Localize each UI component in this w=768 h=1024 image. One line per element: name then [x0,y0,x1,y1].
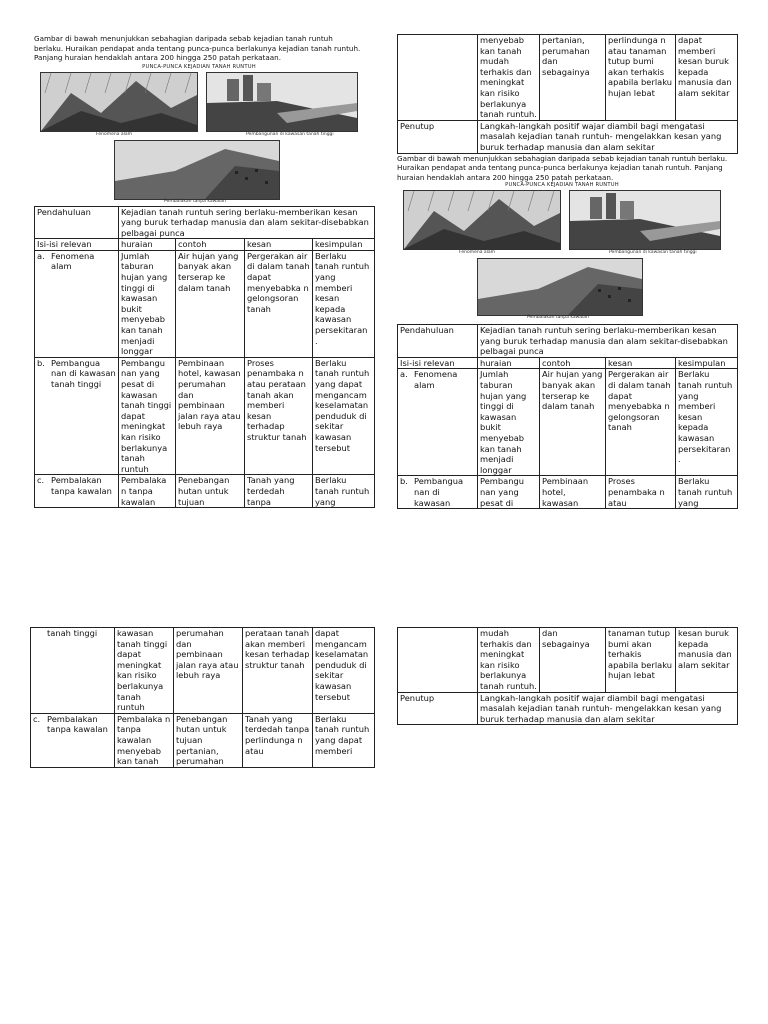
row-letter: b. [400,476,408,487]
figure-title: PUNCA-PUNCA KEJADIAN TANAH RUNTUH [142,63,256,70]
header-contoh: contoh [540,357,606,369]
contoh-cell: Air hujan yang banyak akan terserap ke dalam tanah [176,250,245,357]
huraian-cell: kawasan tanah tinggi dapat meningkat kan risiko berlakunya tanah runtuh [115,628,174,714]
huraian-cell: mudah terhakis dan meningkat kan risiko berlakunya tanah runtuh. [478,628,540,693]
label-penutup: Penutup [398,120,478,153]
kesimpulan-cell: Berlaku tanah runtuh yang [313,475,375,508]
highland-development-image [206,72,358,132]
header-contoh: contoh [176,239,245,251]
header-kesan: kesan [245,239,313,251]
row-penutup [398,120,738,153]
contoh-cell: pertanian, perumahan dan sebagainya [540,35,606,121]
intro-text: Gambar di bawah menunjukkan sebahagian daripada sebab kejadian tanah runtuh berlaku. Huraikan pendapat anda tentang punca-punca berlakunya kejadian tanah runtuh. Panjang huraian hendaklah antara 200 hingga 250 patah perkataan. [397,153,728,182]
table-row [398,476,738,509]
label-pendahuluan: Pendahuluan [398,325,478,358]
isi-cell: Fenomena alam [51,250,95,272]
row-penutup [398,692,738,725]
caption-pembangunan: Pembangunan di kawasan tanah tinggi [609,250,697,256]
essay-outline-table-continued [397,627,738,725]
kesimpulan-cell: Berlaku tanah runtuh yang [676,476,738,509]
kesimpulan-cell: dapat mengancam keselamatan penduduk di sekitar kawasan tersebut [313,628,375,714]
caption-pembangunan: Pembangunan di kawasan tanah tinggi [246,131,334,137]
worksheet-panel-1 [34,34,374,508]
table-row [35,250,375,357]
kesan-cell: tanaman tutup bumi akan terhakis apabila berlaku hujan lebat [606,628,676,693]
kesimpulan-cell: Berlaku tanah runtuh yang dapat memberi [313,713,375,767]
kesan-cell: perataan tanah akan memberi kesan terhadap struktur tanah [243,628,313,714]
kesimpulan-cell: kesan buruk kepada manusia dan alam sekitar [676,628,738,693]
essay-outline-table [397,324,738,509]
huraian-cell: Jumlah taburan hujan yang tinggi di kawasan bukit menyebab kan tanah menjadi longgar [119,250,176,357]
row-letter: c. [33,713,41,724]
huraian-cell: Pembangu nan yang pesat di [478,476,540,509]
row-header [35,239,375,251]
row-pendahuluan [398,325,738,358]
table-row [35,475,375,508]
huraian-cell: Pembangu nan yang pesat di kawasan tanah tinggi dapat meningkat kan risiko berlakunya tanah runtuh [119,357,176,475]
figure [34,64,374,206]
huraian-cell: Pembalaka n tanpa kawalan menyebab kan tanah [115,713,174,767]
header-isi: Isi-isi relevan [398,357,478,369]
rain-hillside-image [403,190,561,250]
label-pendahuluan: Pendahuluan [35,206,119,239]
isi-cell: Pembangua nan di kawasan [414,476,464,508]
header-kesimpulan: kesimpulan [313,239,375,251]
label-penutup: Penutup [398,692,478,725]
isi-cell [398,628,478,693]
huraian-cell: menyebab kan tanah mudah terhakis dan meningkat kan risiko berlakunya tanah runtuh. [478,35,540,121]
huraian-cell: Pembalaka n tanpa kawalan [119,475,176,508]
isi-cell: Pembalakan tanpa kawalan [47,713,108,735]
caption-pembalakan: Pembalakan tanpa kawalan [527,315,589,321]
isi-cell [398,35,478,121]
contoh-cell: Pembinaan hotel, kawasan perumahan dan pembinaan jalan raya atau lebuh raya [176,357,245,475]
worksheet-panel-3 [30,627,374,768]
row-header [398,357,738,369]
logging-image [477,258,643,316]
essay-outline-table [34,206,375,509]
kesimpulan-cell: dapat memberi kesan buruk kepada manusia dan alam sekitar [676,35,738,121]
contoh-cell: dan sebagainya [540,628,606,693]
worksheet-panel-2 [397,34,737,509]
kesan-cell: Pergerakan air di dalam tanah dapat menyebabka n gelongsoran tanah [606,369,676,476]
kesan-cell: Tanah yang terdedah tanpa perlindunga n atau [243,713,313,767]
caption-fenomena: Fenomena alam [96,131,133,137]
kesan-cell: Proses penambaka n atau [606,476,676,509]
kesimpulan-cell: Berlaku tanah runtuh yang dapat mengancam keselamatan penduduk di sekitar kawasan tersebut [313,357,375,475]
logging-image [114,140,280,200]
isi-cell: tanah tinggi [47,628,98,638]
contoh-cell: perumahan dan pembinaan jalan raya atau lebuh raya [174,628,243,714]
penutup-text: Langkah-langkah positif wajar diambil bagi mengatasi masalah kejadian tanah runtuh- mengelakkan kesan yang buruk terhadap manusia dan alam sekitar [478,692,738,725]
header-kesan: kesan [606,357,676,369]
header-isi: Isi-isi relevan [35,239,119,251]
header-kesimpulan: kesimpulan [676,357,738,369]
table-row [31,628,375,714]
row-pendahuluan [35,206,375,239]
essay-outline-table-continued [397,34,738,154]
penutup-text: Langkah-langkah positif wajar diambil bagi mengatasi masalah kejadian tanah runtuh- mengelakkan kesan yang buruk terhadap manusia dan alam sekitar [478,120,738,153]
caption-fenomena: Fenomena alam [459,250,496,256]
table-row [31,713,375,767]
intro-text: Gambar di bawah menunjukkan sebahagian daripada sebab kejadian tanah runtuh berlaku. Huraikan pendapat anda tentang punca-punca berlakunya kejadian tanah runtuh. Panjang huraian hendaklah antara 200 hingga 250 patah perkataan. [34,34,361,62]
table-row [398,35,738,121]
isi-cell: Pembalakan tanpa kawalan [51,475,112,496]
table-row [398,628,738,693]
row-letter: a. [400,369,408,380]
kesan-cell: perlindunga n atau tanaman tutup bumi akan terhakis apabila berlaku hujan lebat [606,35,676,121]
worksheet-panel-4 [397,627,737,725]
table-row [398,369,738,476]
row-letter: a. [37,250,45,261]
kesan-cell: Tanah yang terdedah tanpa [245,475,313,508]
kesan-cell: Proses penambaka n atau perataan tanah akan memberi kesan terhadap struktur tanah [245,357,313,475]
table-row [35,357,375,475]
figure-title: PUNCA-PUNCA KEJADIAN TANAH RUNTUH [505,182,619,189]
isi-cell: Pembangua nan di kawasan tanah tinggi [51,357,116,389]
row-letter: c. [37,475,45,486]
rain-hillside-image [40,72,198,132]
kesimpulan-cell: Berlaku tanah runtuh yang memberi kesan kepada kawasan persekitaran . [676,369,738,476]
contoh-cell: Air hujan yang banyak akan terserap ke dalam tanah [540,369,606,476]
header-huraian: huraian [119,239,176,251]
figure [397,182,737,324]
highland-development-image [569,190,721,250]
essay-outline-table-continued [30,627,375,768]
kesimpulan-cell: Berlaku tanah runtuh yang memberi kesan kepada kawasan persekitaran . [313,250,375,357]
kesan-cell: Pergerakan air di dalam tanah dapat menyebabka n gelongsoran tanah [245,250,313,357]
row-letter: b. [37,357,45,368]
huraian-cell: Jumlah taburan hujan yang tinggi di kawasan bukit menyebab kan tanah menjadi longgar [478,369,540,476]
isi-cell: Fenomena alam [414,369,458,390]
header-huraian: huraian [478,357,540,369]
pendahuluan-text: Kejadian tanah runtuh sering berlaku-memberikan kesan yang buruk terhadap manusia dan alam sekitar-disebabkan pelbagai punca [478,325,738,358]
contoh-cell: Penebangan hutan untuk tujuan [176,475,245,508]
contoh-cell: Pembinaan hotel, kawasan [540,476,606,509]
caption-pembalakan: Pembalakan tanpa kawalan [164,198,226,204]
pendahuluan-text: Kejadian tanah runtuh sering berlaku-memberikan kesan yang buruk terhadap manusia dan alam sekitar-disebabkan pelbagai punca [119,206,375,239]
contoh-cell: Penebangan hutan untuk tujuan pertanian, perumahan [174,713,243,767]
